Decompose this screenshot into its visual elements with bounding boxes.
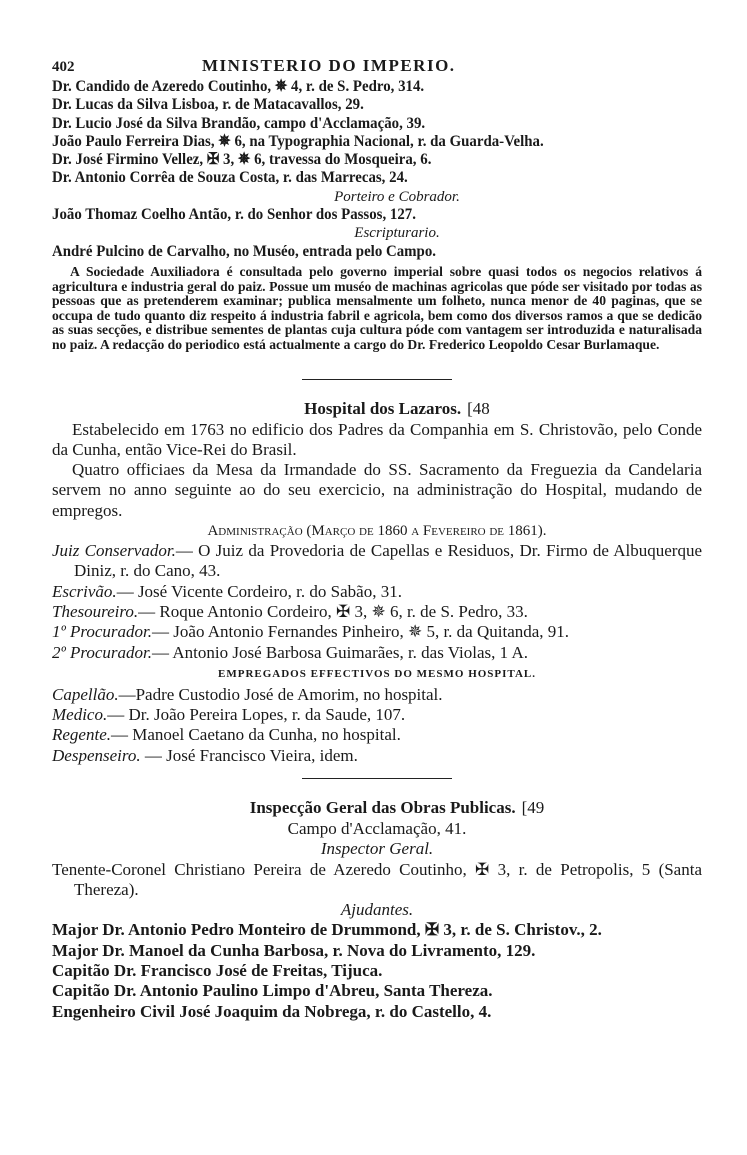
staff-entry (52, 705, 702, 725)
section-ref: [48 (467, 398, 490, 418)
section-title: Hospital dos Lazaros. (304, 398, 462, 418)
paragraph: Quatro officiaes da Mesa da Irmandade do SS. Sacramento da Freguezia da Candelaria servem no anno seguinte ao do seu exercicio, na administração do Hospital, mudando de empregos. (52, 460, 702, 520)
ajudante-entry: Engenheiro Civil José Joaquim da Nobrega, r. do Castello, 4. (52, 1001, 492, 1021)
inspeccao-section (52, 819, 702, 1022)
admin-entry (52, 541, 702, 582)
role-label: 2º Procurador. (52, 642, 153, 662)
entry-text: — José Vicente Cordeiro, r. do Sabão, 31. (116, 581, 402, 601)
section-title: Inspecção Geral das Obras Publicas. (249, 797, 516, 817)
inspeccao-address: Campo d'Acclamação, 41. (287, 818, 467, 838)
porteiro-line: João Thomaz Coelho Antão, r. do Senhor dos Passos, 127. (52, 206, 416, 224)
ajudante-entry: Capitão Dr. Francisco José de Freitas, Tijuca. (52, 961, 383, 981)
role-label: Thesoureiro. (52, 601, 139, 621)
role-label: Juiz Conservador. (52, 541, 176, 561)
escripturario-line: André Pulcino de Carvalho, no Muséo, entrada pelo Campo. (52, 242, 437, 260)
paragraph-text: A Sociedade Auxiliadora é consultada pelo governo imperial sobre quasi todos os negocios relativos á agricultura e industria geral do paiz. Possue um muséo de machinas agricolas que póde ser visitado por todas as pessoas que as pretenderem examinar; publica mensalmente um folheto, nunca menor de 40 paginas, que se occupa de tudo quanto diz respeito á industria fabril e agricola, bem como dos diversos ramos a que se dedicão as suas secções, e distribue sementes de plantas cuja cultura póde com vantagem ser introduzida e naturalisada no paiz. A redacção do periodico está actualmente a cargo do Dr. Frederico Leopoldo Cesar Burlamaque. (52, 263, 702, 352)
section-ref: [49 (521, 797, 545, 817)
page-number: 402 (52, 59, 75, 75)
admin-entry (52, 643, 702, 663)
section-divider (302, 379, 452, 380)
staff-entry (52, 685, 702, 705)
admin-entry (52, 582, 702, 602)
entry-text: — Antonio José Barbosa Guimarães, r. das Violas, 1 A. (152, 642, 528, 662)
hospital-heading (52, 398, 702, 420)
role-label: Regente. (52, 725, 111, 745)
list-item: Dr. Lucas da Silva Lisboa, r. de Matacavallos, 29. (52, 96, 364, 114)
list-item: João Paulo Ferreira Dias, ✵ 6, na Typographia Nacional, r. da Guarda-Velha. (52, 132, 544, 150)
entry-text: — João Antonio Fernandes Pinheiro, ✵ 5, r. da Quitanda, 91. (152, 622, 570, 642)
member-list (52, 78, 702, 188)
hospital-section (52, 420, 702, 766)
ajudante-entry: Capitão Dr. Antonio Paulino Limpo d'Abreu, Santa Thereza. (52, 981, 493, 1001)
ajudante-entry: Major Dr. Manoel da Cunha Barbosa, r. Nova do Livramento, 129. (52, 940, 536, 960)
staff-heading: EMPREGADOS EFFECTIVOS DO MESMO HOSPITAL. (218, 667, 536, 680)
admin-entry (52, 622, 702, 642)
admin-entry (52, 602, 702, 622)
inspector-heading: Inspector Geral. (320, 839, 434, 859)
entry-text: —Padre Custodio José de Amorim, no hospital. (118, 684, 443, 704)
ajudantes-heading: Ajudantes. (340, 900, 414, 920)
list-item: Dr. Lucio José da Silva Brandão, campo d'Acclamação, 39. (52, 114, 426, 132)
ajudante-entry: Major Dr. Antonio Pedro Monteiro de Drummond, ✠ 3, r. de S. Christov., 2. (52, 920, 602, 940)
page-title: MINISTERIO DO IMPERIO. (202, 56, 456, 75)
role-label: Escrivão. (52, 581, 117, 601)
entry-text: — O Juiz da Provedoria de Capellas e Residuos, Dr. Firmo de Albuquerque Diniz, r. do Cano, 43. (74, 541, 703, 581)
inspeccao-heading (52, 797, 702, 819)
document-page (52, 56, 702, 1022)
entry-text: — Manoel Caetano da Cunha, no hospital. (111, 725, 401, 745)
section-divider (302, 778, 452, 779)
role-label: Despenseiro. (52, 745, 141, 765)
running-header (52, 56, 702, 78)
admin-heading: Administração (Março de 1860 a Fevereiro de 1861). (207, 523, 547, 540)
escripturario-heading: Escripturario. (354, 225, 440, 242)
list-item: Dr. Candido de Azeredo Coutinho, ✵ 4, r. de S. Pedro, 314. (52, 78, 425, 95)
staff-entry (52, 746, 702, 766)
entry-text: — José Francisco Vieira, idem. (140, 745, 358, 765)
inspector-entry: Tenente-Coronel Christiano Pereira de Azeredo Coutinho, ✠ 3, r. de Petropolis, 5 (Santa Thereza). (52, 859, 702, 899)
paragraph: Estabelecido em 1763 no edificio dos Padres da Companhia em S. Christovão, pelo Conde da Cunha, então Vice-Rei do Brasil. (52, 419, 702, 459)
entry-text: — Dr. João Pereira Lopes, r. da Saude, 107. (107, 705, 406, 725)
role-label: 1º Procurador. (52, 622, 153, 642)
role-label: Medico. (52, 705, 108, 725)
entry-text: — Roque Antonio Cordeiro, ✠ 3, ✵ 6, r. de S. Pedro, 33. (138, 601, 528, 621)
list-item: Dr. Antonio Corrêa de Souza Costa, r. das Marrecas, 24. (52, 169, 408, 187)
sociedade-paragraph (52, 265, 702, 353)
list-item: Dr. José Firmino Vellez, ✠ 3, ✵ 6, travessa do Mosqueira, 6. (52, 151, 432, 169)
staff-entry (52, 725, 702, 745)
role-label: Capellão. (52, 684, 119, 704)
porteiro-heading: Porteiro e Cobrador. (334, 188, 460, 205)
